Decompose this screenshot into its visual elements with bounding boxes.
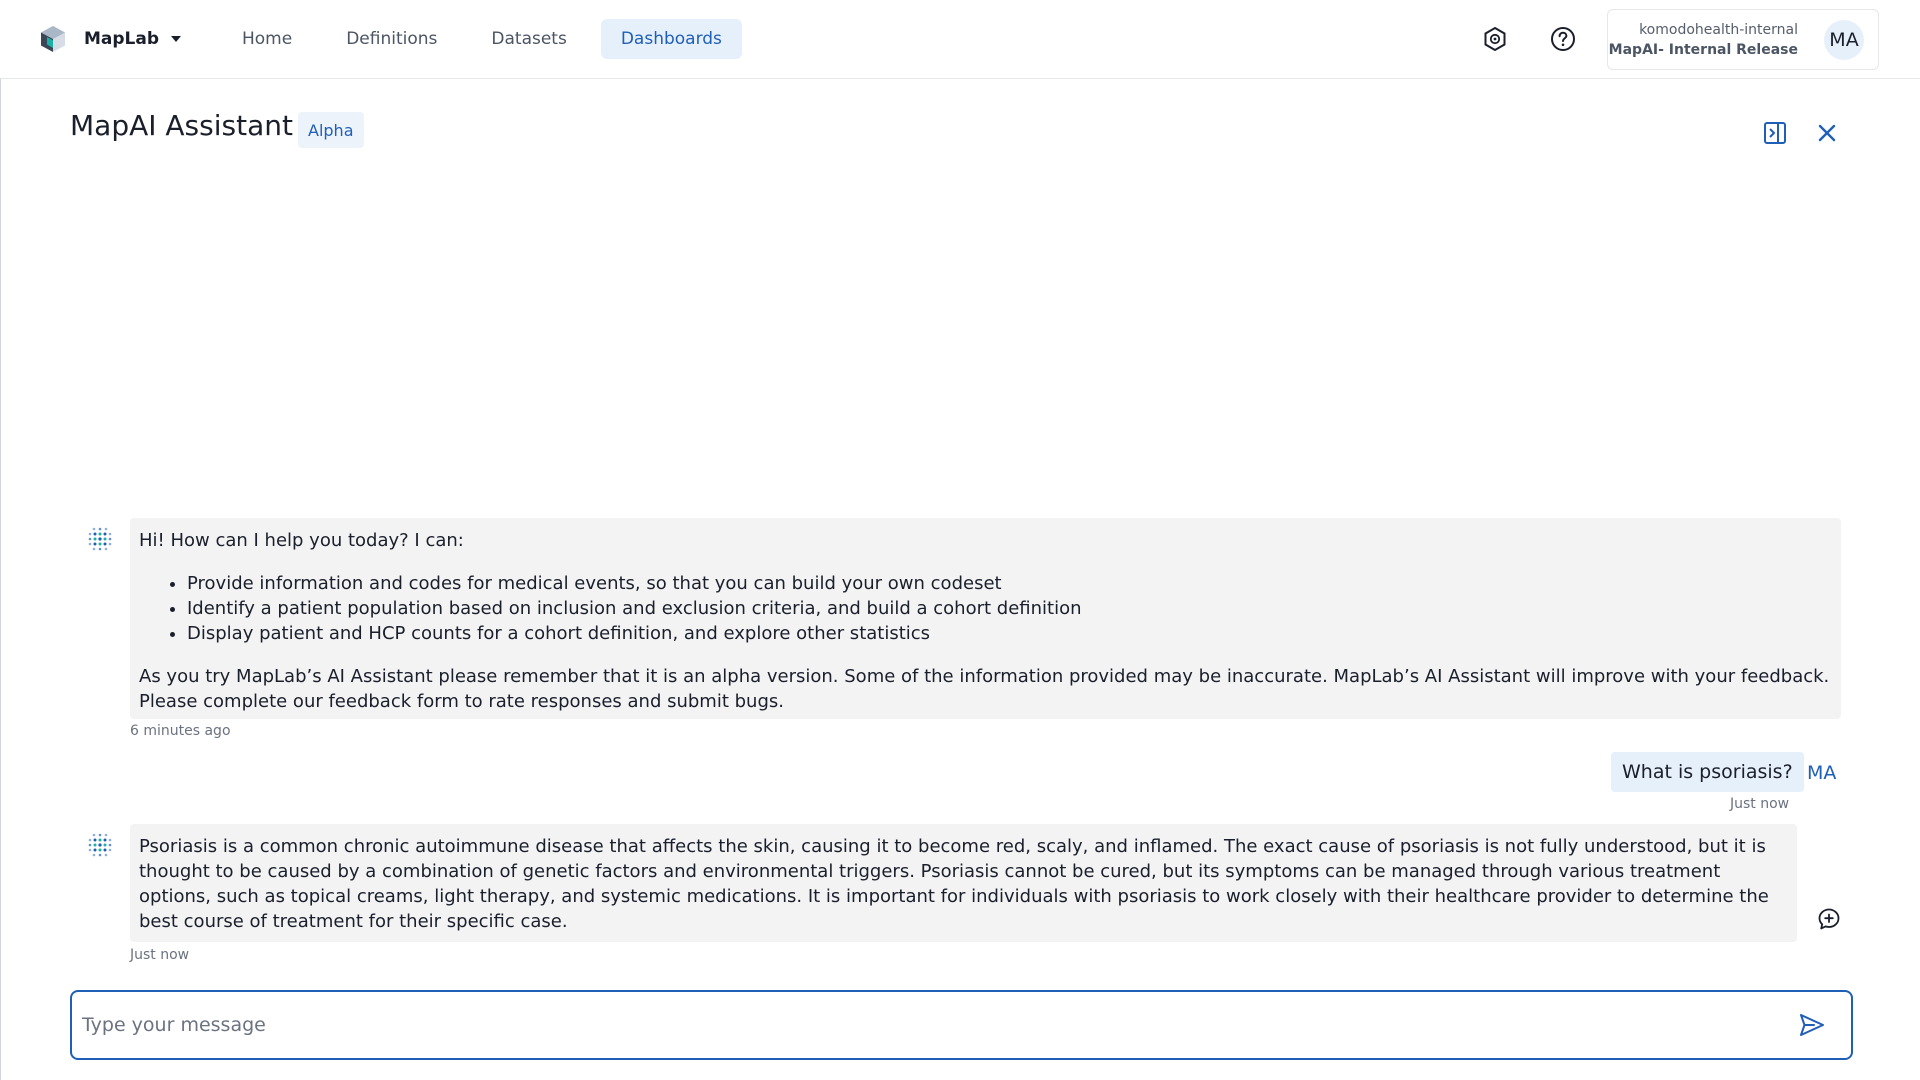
greeting-intro: Hi! How can I help you today? I can: bbox=[139, 530, 464, 551]
sidebar-toggle-icon bbox=[1763, 121, 1787, 145]
nav-definitions[interactable]: Definitions bbox=[346, 29, 438, 49]
assistant-avatar-icon bbox=[84, 523, 116, 555]
user-message: What is psoriasis? bbox=[1611, 752, 1804, 792]
list-item: • Display patient and HCP counts for a cohort definition, and explore other statistics bbox=[187, 621, 1832, 646]
org-name: komodohealth-internal bbox=[1639, 22, 1798, 38]
app-switcher[interactable] bbox=[38, 24, 181, 54]
user-account-menu[interactable] bbox=[1607, 9, 1879, 70]
nav-home[interactable]: Home bbox=[242, 29, 293, 49]
user-avatar: MA bbox=[1807, 762, 1837, 784]
chevron-down-icon bbox=[171, 36, 181, 42]
send-icon bbox=[1798, 1011, 1826, 1039]
assistant-avatar-icon bbox=[84, 829, 116, 861]
list-item: • Identify a patient population based on inclusion and exclusion criteria, and build a cohort definition bbox=[187, 596, 1832, 621]
toggle-panel-button[interactable] bbox=[1757, 115, 1793, 151]
message-timestamp: Just now bbox=[130, 947, 190, 963]
assistant-message-greeting bbox=[130, 518, 1841, 719]
message-composer bbox=[70, 990, 1853, 1060]
status-badge: Alpha bbox=[298, 112, 364, 148]
assistant-message-answer bbox=[130, 824, 1797, 942]
answer-text: Psoriasis is a common chronic autoimmune disease that affects the skin, causing it to become red, scaly, and inflamed. The exact cause of psoriasis is not fully understood, but it is thought to be caused by a combination of genetic factors and environmental triggers. Psoriasis cannot be cured, but its symptoms can be managed through various treatment options, such as topical creams, light therapy, and systemic medications. It is important for individuals with psoriasis to work closely with their healthcare provider to determine the best course of treatment for their specific case. bbox=[139, 836, 1769, 932]
hexagon-settings-icon bbox=[1482, 26, 1508, 52]
main-nav bbox=[222, 19, 742, 59]
app-name: MapLab bbox=[84, 29, 160, 49]
message-timestamp: 6 minutes ago bbox=[130, 723, 231, 739]
nav-dashboards[interactable]: Dashboards bbox=[601, 19, 742, 59]
list-item: • Provide information and codes for medical events, so that you can build your own codeset bbox=[187, 571, 1832, 596]
capability-list bbox=[187, 571, 1832, 646]
nav-datasets[interactable]: Datasets bbox=[491, 29, 567, 49]
close-panel-button[interactable] bbox=[1809, 115, 1845, 151]
settings-button[interactable] bbox=[1477, 21, 1513, 57]
maplab-logo-icon bbox=[38, 24, 68, 54]
release-name: MapAI- Internal Release bbox=[1608, 42, 1798, 58]
top-navigation-bar bbox=[0, 0, 1920, 79]
send-button[interactable] bbox=[1794, 1007, 1830, 1043]
avatar: MA bbox=[1824, 20, 1864, 60]
close-icon bbox=[1816, 122, 1838, 144]
help-circle-icon bbox=[1550, 26, 1576, 52]
alpha-disclaimer: As you try MapLab’s AI Assistant please remember that it is an alpha version. Some of the information provided may be inaccurate. MapLab’s AI Assistant will improve with your feedback. Please complete our feedback form to rate responses and submit bugs. bbox=[139, 666, 1830, 712]
feedback-message-icon bbox=[1817, 907, 1841, 931]
message-input[interactable] bbox=[82, 1002, 1782, 1048]
message-timestamp: Just now bbox=[1730, 796, 1790, 812]
page-title: MapAI Assistant bbox=[70, 109, 293, 142]
feedback-button[interactable] bbox=[1811, 901, 1847, 937]
help-button[interactable] bbox=[1545, 21, 1581, 57]
assistant-panel bbox=[0, 79, 1920, 1080]
